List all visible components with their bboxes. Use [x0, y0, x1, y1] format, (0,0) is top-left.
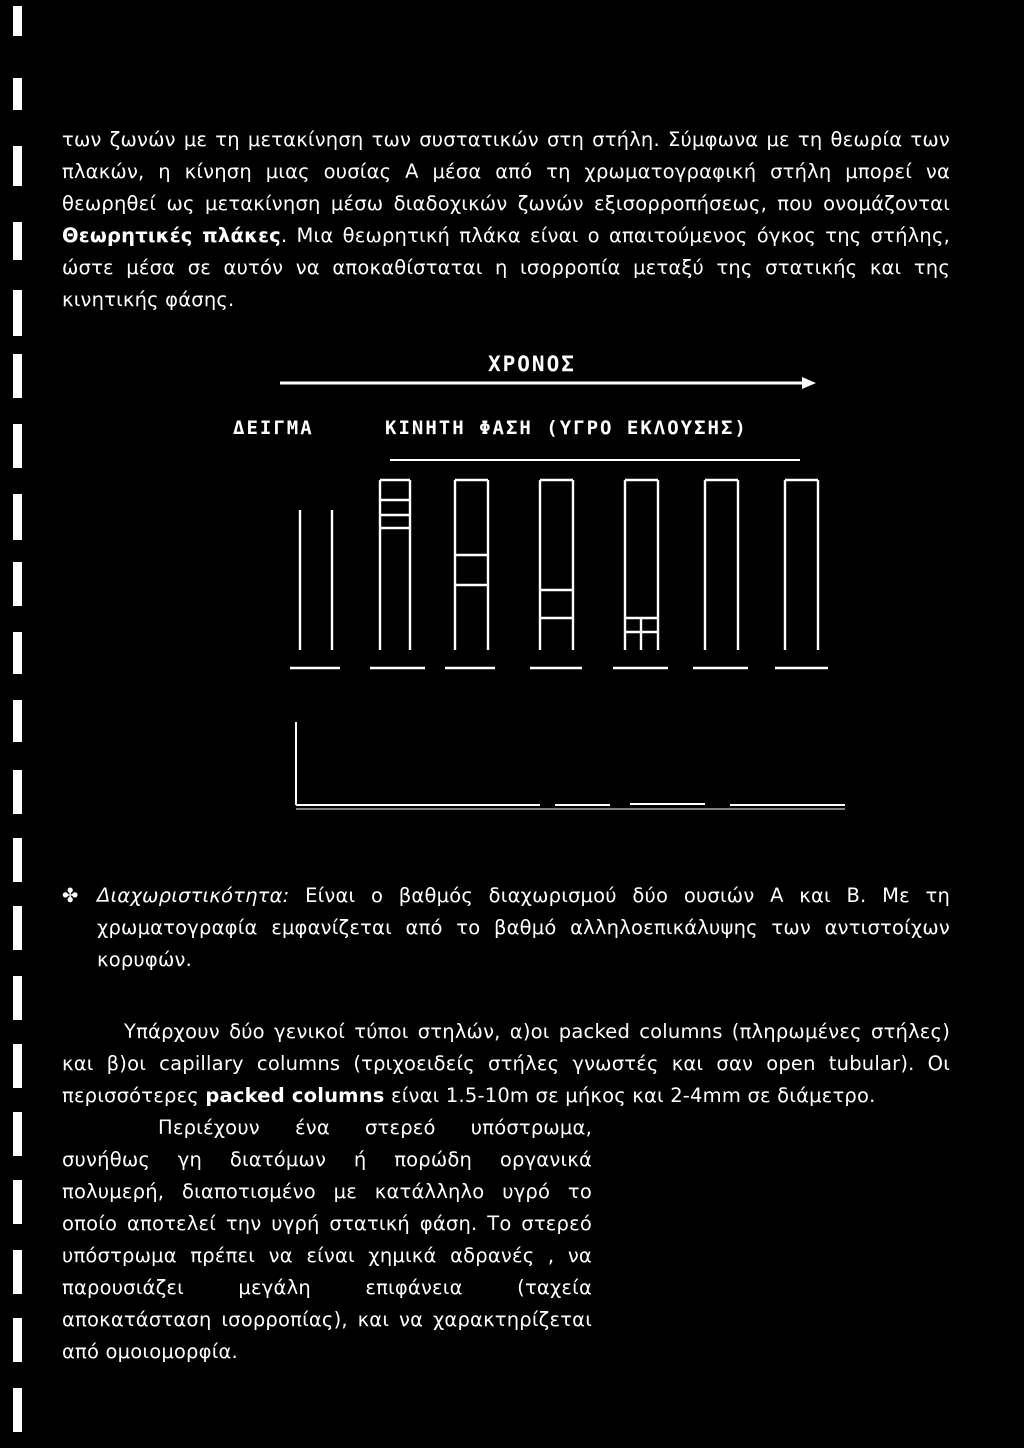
column-types-paragraph: [62, 1016, 950, 1112]
column-plates-diagram: [230, 350, 870, 830]
sample-label: ΔΕΙΓΜΑ: [233, 417, 314, 439]
mobile-phase-label: ΚΙΝΗΤΗ ΦΑΣΗ (ΥΓΡΟ ΕΚΛΟΥΣΗΣ): [385, 417, 748, 439]
intro-text-rest: . Μια θεωρητική πλάκα είναι ο απαιτούμενος όγκος της στήλης, ώστε μέσα σε αυτόν να αποκαθίσταται η ισορροπία μεταξύ της στατικής και της κινητικής φάσης.: [62, 224, 950, 311]
column-types-text: Υπάρχουν δύο γενικοί τύποι στηλών, α)οι packed columns (πληρωμένες στήλες) και β)οι capillary columns (τριχοειδείς στήλες γνωστές και σαν open tubular). Οι περισσότερες: [62, 1020, 950, 1107]
theoretical-plates-term: Θεωρητικές πλάκες: [62, 224, 281, 247]
time-label: ΧΡΟΝΟΣ: [488, 352, 576, 376]
selectivity-paragraph: [62, 880, 950, 976]
bullet-icon: ✤: [62, 884, 79, 907]
intro-paragraph: [62, 124, 950, 316]
intro-text: των ζωνών με τη μετακίνηση των συστατικών στη στήλη. Σύμφωνα με τη θεωρία των πλακών, η κίνηση μιας ουσίας Α μέσα από τη χρωματογραφική στήλη μπορεί να θεωρηθεί ως μετακίνηση μέσω διαδοχικών ζωνών εξισορροπήσεως, που ονομάζονται: [62, 128, 950, 215]
column-types-text-end: είναι 1.5-10m σε μήκος και 2-4mm σε διάμετρο.: [384, 1084, 876, 1107]
selectivity-term: Διαχωριστικότητα:: [97, 884, 290, 907]
support-text-block: [62, 1112, 592, 1368]
packed-columns-term: packed columns: [205, 1084, 385, 1107]
selectivity-text: Είναι ο βαθμός διαχωρισμού δύο ουσιών Α και Β. Με τη χρωματογραφία εμφανίζεται από το βαθμό αλληλοεπικάλυψης των αντιστοίχων κορυφών.: [97, 884, 950, 971]
column-tubes: [290, 480, 828, 668]
support-narrow-text: Περιέχουν ένα στερεό υπόστρωμα, συνήθως γη διατόμων ή πορώδη οργανικά πολυμερή, διαποτισμένο με κατάλληλο υγρό το οποίο αποτελεί την υγρή στατική φάση. Το στερεό υπόστρωμα πρέπει να είναι χημικά αδρανές , να παρουσιάζει μεγάλη επιφάνεια (ταχεία αποκατάσταση ισορροπίας), και να χαρακτηρίζεται από ομοιομορφία.: [62, 1116, 592, 1363]
detector-baseline: [296, 722, 845, 809]
